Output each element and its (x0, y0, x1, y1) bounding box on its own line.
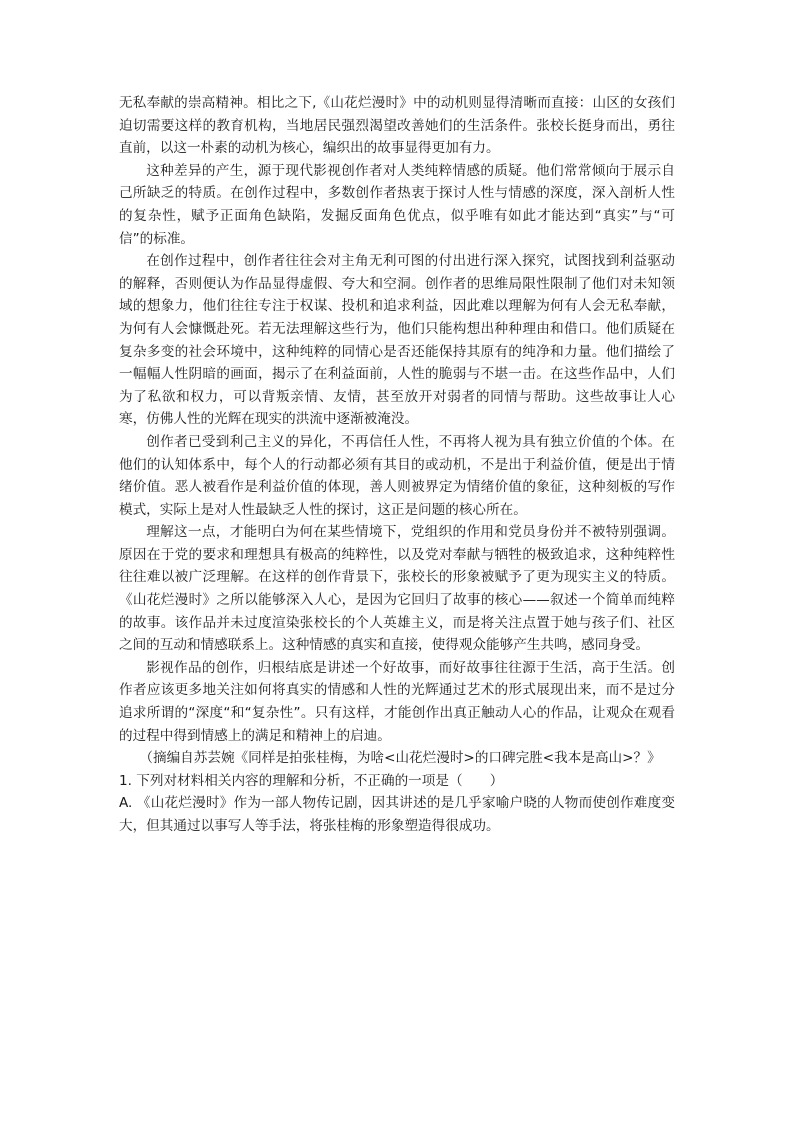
paragraph-6: 影视作品的创作，归根结底是讲述一个好故事，而好故事往往源于生活，高于生活。创作者应该更多地关注如何将真实的情感和人性的光辉通过艺术的形式展现出来，而不是过分追求所谓的“深度“和“复杂性”。只有这样，才能创作出真正触动人心的作品，让观众在观看的过程中得到情感上的满足和精神上的启迪。 (119, 659, 675, 744)
question-stem: 1. 下列对材料相关内容的理解和分析，不正确的一项是（ ） (119, 772, 504, 789)
question-option-a: A. 《山花烂漫时》作为一部人物传记剧，因其讲述的是几乎家喻户晓的人物而使创作难度变大，但其通过以事写人等手法，将张桂梅的形象塑造得很成功。 (119, 795, 675, 834)
paragraph-5: 理解这一点，才能明白为何在某些情境下，党组织的作用和党员身份并不被特别强调。原因在于党的要求和理想具有极高的纯粹性，以及党对奉献与牺牲的极致追求，这种纯粹性往往难以被广泛理解。在这样的创作背景下，张校长的形象被赋予了更为现实主义的特质。《山花烂漫时》之所以能够深入人心，是因为它回归了故事的核心——叙述一个简单而纯粹的故事。该作品并未过度渲染张校长的个人英雄主义，而是将关注点置于她与孩子们、社区之间的互动和情感联系上。这种情感的真实和直接，使得观众能够产生共鸣，感同身受。 (119, 524, 675, 654)
source-citation: （摘编自苏芸婉《同样是拍张桂梅，为啥<山花烂漫时>的口碑完胜<我本是高山>？》 (139, 750, 661, 767)
paragraph-3: 在创作过程中，创作者往往会对主角无利可图的付出进行深入探究，试图找到利益驱动的解释，否则便认为作品显得虚假、夸大和空洞。创作者的思维局限性限制了他们对未知领域的想象力，他们往往专注于权谋、投机和追求利益，因此难以理解为何有人会无私奉献，为何有人会慷慨赴死。若无法理解这些行为，他们只能构想出种种理由和借口。他们质疑在复杂多变的社会环境中，这种纯粹的同情心是否还能保持其原有的纯净和力量。他们描绘了一幅幅人性阴暗的画面，揭示了在利益面前，人性的脆弱与不堪一击。在这些作品中，人们为了私欲和权力，可以背叛亲情、友情，甚至放开对弱者的同情与帮助。这些故事让人心寒，仿佛人性的光辉在现实的洪流中逐渐被淹没。 (119, 253, 675, 428)
document-page (119, 92, 675, 838)
paragraph-4: 创作者已受到利己主义的异化，不再信任人性，不再将人视为具有独立价值的个体。在他们的认知体系中，每个人的行动都必须有其目的或动机，不是出于利益价值，便是出于情绪价值。恶人被看作是利益价值的体现，善人则被界定为情绪价值的象征，这种刻板的写作模式，实际上是对人性最缺乏人性的探讨，这正是问题的核心所在。 (119, 433, 675, 518)
paragraph-2: 这种差异的产生，源于现代影视创作者对人类纯粹情感的质疑。他们常常倾向于展示自己所缺乏的特质。在创作过程中，多数创作者热衷于探讨人性与情感的深度，深入剖析人性的复杂性，赋予正面角色缺陷，发掘反面角色优点，似乎唯有如此才能达到“真实”与“可信”的标准。 (119, 162, 675, 247)
paragraph-1: 无私奉献的崇高精神。相比之下,《山花烂漫时》中的动机则显得清晰而直接：山区的女孩们迫切需要这样的教育机构，当地居民强烈渴望改善她们的生活条件。张校长挺身而出，勇往直前，以这一朴素的动机为核心，编织出的故事显得更加有力。 (119, 95, 675, 157)
